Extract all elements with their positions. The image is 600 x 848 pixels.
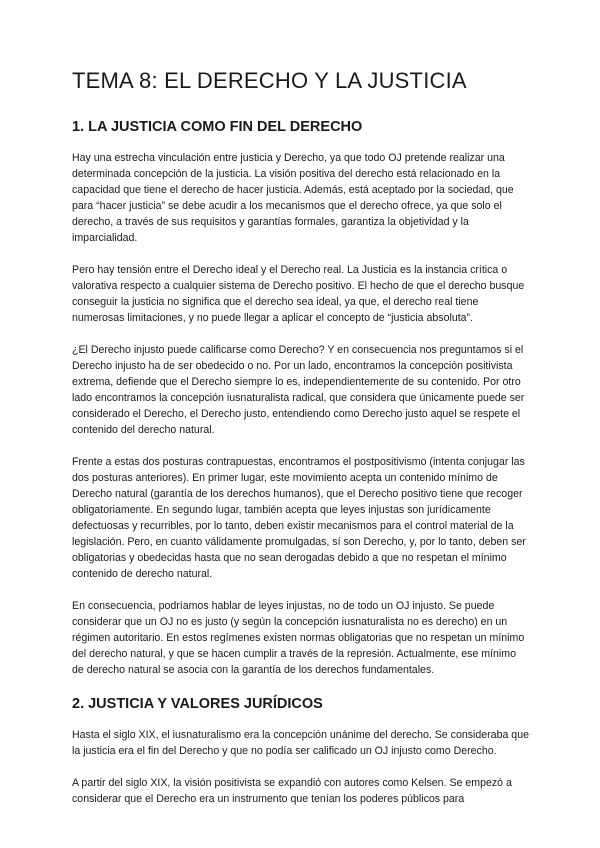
paragraph: ¿El Derecho injusto puede calificarse como Derecho? Y en consecuencia nos preguntamos si el Derecho injusto ha de ser obedecido o no. Por un lado, encontramos la concepción positivista extrema, defiende que el Derecho siempre lo es, independientemente de su contenido. Por otro lado encontramos la concepción iusnaturalista radical, que considera que únicamente puede ser considerado el Derecho, el Derecho justo, entendiendo como Derecho justo aquel se respete el contenido del derecho natural. — [72, 344, 525, 436]
section-heading: 1. LA JUSTICIA COMO FIN DEL DERECHO — [72, 119, 363, 135]
page-title: TEMA 8: EL DERECHO Y LA JUSTICIA — [72, 68, 467, 93]
paragraph: Frente a estas dos posturas contrapuestas, encontramos el postpositivismo (intenta conjugar las dos posturas anteriores). En primer lugar, este movimiento acepta un contenido mínimo de Derecho natural (garantía de los derechos humanos), que el Derecho positivo tiene que recoger obligatoriamente. En segundo lugar, también acepta que leyes injustas son jurídicamente defectuosas y recurribles, por lo tanto, deben existir mecanismos para el control material de la legislación. Pero, en cuanto válidamente promulgadas, sí son Derecho, y, por lo tanto, deben ser obligatorias y obedecidas hasta que no sean derogadas debido a que no respetan el mínimo contenido de derecho natural. — [72, 456, 526, 580]
section-justicia-fin-derecho — [72, 117, 530, 678]
section-justicia-valores — [72, 694, 530, 807]
paragraph: Pero hay tensión entre el Derecho ideal y el Derecho real. La Justicia es la instancia crítica o valorativa respecto a cualquier sistema de Derecho positivo. El hecho de que el derecho busque conseguir la justicia no significa que el derecho sea ideal, ya que, el derecho real tiene numerosas limitaciones, y no puede llegar a aplicar el concepto de “justicia absoluta”. — [72, 264, 525, 324]
paragraph: A partir del siglo XIX, la visión positivista se expandió con autores como Kelsen. Se empezó a considerar que el Derecho era un instrumento que tenían los poderes públicos para — [72, 777, 512, 805]
paragraph: Hay una estrecha vinculación entre justicia y Derecho, ya que todo OJ pretende realizar una determinada concepción de la justicia. La visión positiva del derecho está relacionado en la capacidad que tiene el derecho de hacer justicia. Además, está aceptado por la sociedad, que para “hacer justicia” se debe acudir a los mecanismos que el derecho ofrece, ya que solo el derecho, a través de sus requisitos y garantías formales, garantiza la objetividad y la imparcialidad. — [72, 152, 514, 244]
section-heading: 2. JUSTICIA Y VALORES JURÍDICOS — [72, 696, 323, 712]
paragraph: En consecuencia, podríamos hablar de leyes injustas, no de todo un OJ injusto. Se puede considerar que un OJ no es justo (y según la concepción iusnaturalista no es derecho) en un régimen autoritario. En estos regímenes existen normas obligatorias que no respetan un mínimo del derecho natural, y que se hacen cumplir a través de la represión. Actualmente, ese mínimo de derecho natural se asocia con la garantía de los derechos fundamentales. — [72, 600, 525, 676]
paragraph: Hasta el siglo XIX, el iusnaturalismo era la concepción unánime del derecho. Se consideraba que la justicia era el fin del Derecho y que no podía ser calificado un OJ injusto como Derecho. — [72, 729, 529, 757]
